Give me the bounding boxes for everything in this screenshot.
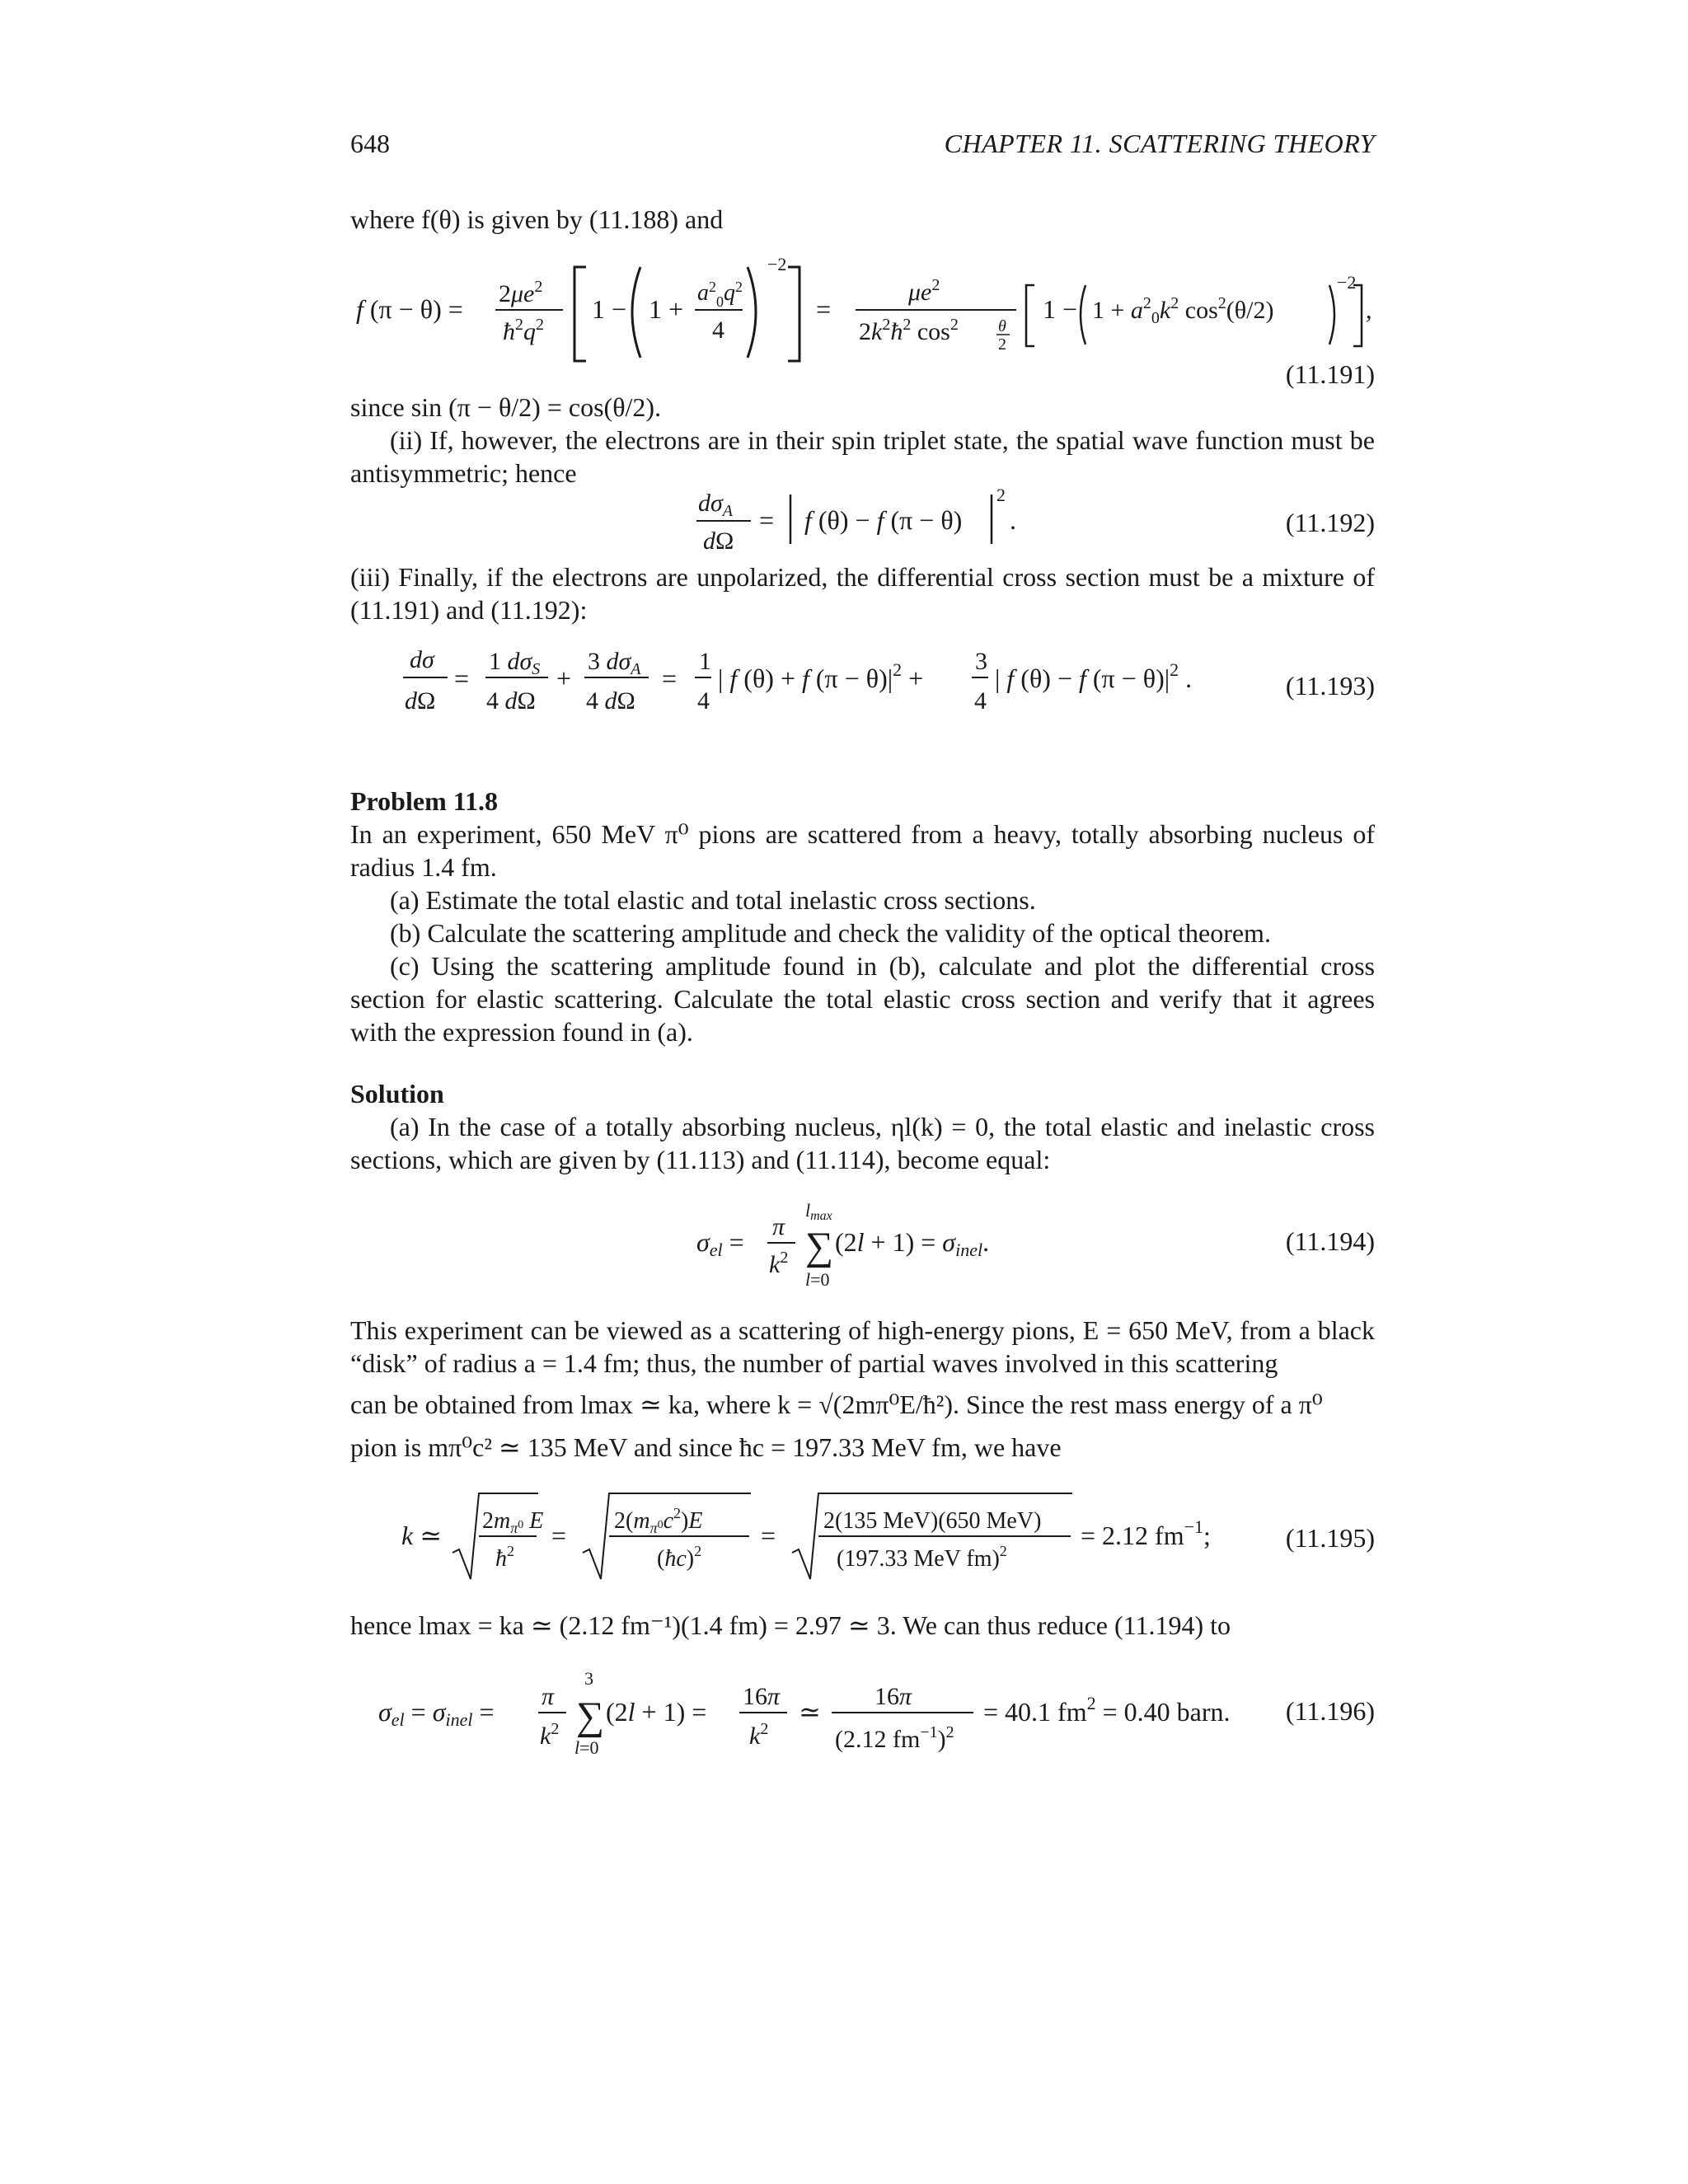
- svg-text:=: =: [454, 663, 470, 693]
- svg-text:(ħc)2: (ħc)$^2$: [657, 1543, 702, 1572]
- svg-text:=: =: [759, 505, 775, 535]
- svg-text:π: π: [772, 1213, 785, 1240]
- svg-text:1: 1: [699, 648, 711, 675]
- svg-text:−2: −2: [1337, 272, 1357, 293]
- experiment-para-line-1: This experiment can be viewed as a scattering of high-energy pions, E = 650 MeV, from a black “disk” of radius a = 1.4 fm; thus, the number of partial waves involved in this scattering: [350, 1315, 1375, 1378]
- svg-text:k2: $k^2$: [769, 1249, 789, 1278]
- svg-text:≃: ≃: [799, 1697, 821, 1727]
- svg-text:4: 4: [974, 687, 987, 715]
- svg-text:=: =: [761, 1521, 776, 1550]
- problem-part-a: (a) Estimate the total elastic and total inelastic cross sections.: [390, 885, 1036, 915]
- svg-text:4 dΩ: 4 dΩ: [486, 687, 536, 715]
- svg-text:2(135 MeV)(650 MeV): 2(135 MeV)(650 MeV): [823, 1508, 1042, 1534]
- svg-text:1 dσS: 1 $d\sigma_S$: [489, 648, 541, 678]
- svg-text:3 dσA: 3 $d\sigma_A$: [588, 648, 641, 678]
- experiment-para-line-3: pion is mπ⁰c² ≃ 135 MeV and since ħc = 197.33 MeV fm, we have: [350, 1432, 1062, 1462]
- svg-text:16π: 16π: [743, 1683, 781, 1710]
- svg-text:μe2: $\mu e^2$: [908, 276, 940, 306]
- svg-text:=: =: [816, 294, 832, 324]
- svg-text:lmax: lmax: [805, 1200, 832, 1223]
- svg-text:∑: ∑: [805, 1225, 834, 1268]
- svg-text:f (π − θ) =: f (π − θ) =: [356, 294, 463, 324]
- svg-text:dσ: dσ: [410, 646, 434, 673]
- text-triplet-para: (ii) If, however, the electrons are in their spin triplet state, the spatial wave function must be antisymmetric; hence: [350, 425, 1375, 488]
- running-head: [350, 127, 1375, 160]
- svg-text:∑: ∑: [576, 1694, 605, 1738]
- svg-text:dΩ: dΩ: [405, 687, 436, 715]
- equation-number: (11.195): [1285, 1523, 1375, 1553]
- svg-text:k2: $k^2$: [540, 1720, 560, 1750]
- svg-text:(2l + 1) =: (2l + 1) =: [606, 1697, 707, 1727]
- svg-text:=: =: [662, 663, 678, 693]
- svg-text:(197.33 MeV fm)2: (197.33 MeV fm)$^2$: [837, 1543, 1007, 1572]
- problem-heading: Problem 11.8: [350, 786, 498, 816]
- svg-text:=: =: [551, 1521, 567, 1550]
- page-number: 648: [350, 129, 390, 158]
- chapter-title: CHAPTER 11. SCATTERING THEORY: [944, 129, 1375, 158]
- svg-text:.: .: [1010, 505, 1016, 535]
- equation-number: (11.191): [1285, 359, 1375, 389]
- equation-number: (11.196): [1285, 1696, 1375, 1726]
- svg-text:= 40.1 fm2 = 0.40 barn.: = 40.1 $fm^2 = 0.40$ barn.: [983, 1693, 1231, 1727]
- svg-text:l=0: l=0: [805, 1269, 830, 1290]
- svg-text:(2l + 1) = σinel.: (2l + 1) = σinel.: [835, 1227, 990, 1260]
- svg-text:3: 3: [584, 1668, 593, 1689]
- text-where-line: where f(θ) is given by (11.188) and: [350, 204, 724, 234]
- svg-text:16π: 16π: [874, 1683, 912, 1710]
- svg-text:−2: −2: [767, 254, 787, 274]
- text-unpolarized-para: (iii) Finally, if the electrons are unpolarized, the differential cross section must be a mixture of (11.191) and (11.192):: [350, 562, 1375, 625]
- equation-11-194: [350, 1200, 1375, 1291]
- solution-part-a: (a) In the case of a totally absorbing nucleus, ηl(k) = 0, the total elastic and inelastic cross sections, which are given by (11.113) and (11.114), become equal:: [350, 1112, 1375, 1174]
- svg-text:4: 4: [697, 687, 710, 715]
- problem-part-b: (b) Calculate the scattering amplitude and check the validity of the optical theorem.: [390, 918, 1271, 948]
- svg-text:| f (θ) + f (π − θ)|2 +: | f (θ) + f $(\pi - \theta)|^2$ +: [718, 659, 924, 693]
- svg-text:k2: $k^2$: [749, 1720, 769, 1750]
- svg-text:(2.12 fm−1)2: (2.12 $fm^{-1})^2$: [835, 1723, 954, 1753]
- svg-text:4 dΩ: 4 dΩ: [586, 687, 635, 715]
- equation-11-196: [350, 1668, 1375, 1759]
- svg-text:2k2ħ2 cos2: $2k^2ħ^2$ $\cos^2$: [859, 316, 959, 345]
- svg-text:3: 3: [975, 648, 987, 675]
- svg-text:dσA: $d\sigma_A$: [698, 490, 734, 520]
- svg-text:f (θ) − f (π − θ): f (θ) − f (π − θ): [804, 505, 963, 535]
- svg-text:1 −: 1 −: [592, 294, 627, 324]
- svg-text:k ≃: k ≃: [401, 1521, 443, 1550]
- problem-part-c: (c) Using the scattering amplitude found in (b), calculate and plot the differential cross section for elastic scattering. Calculate the total elastic cross section and verify that it agrees with the expression found in (a).: [350, 951, 1375, 1047]
- svg-text:π: π: [542, 1683, 555, 1710]
- svg-text:1 +: 1 +: [649, 294, 684, 324]
- svg-text:ħ2: $ħ^2$: [495, 1543, 514, 1572]
- svg-text:+: +: [556, 663, 572, 693]
- svg-text:dΩ: dΩ: [703, 527, 734, 554]
- svg-text:ħ2q2: $ħ^2q^2$: [503, 316, 544, 345]
- svg-text:σel =: σel =: [696, 1227, 744, 1260]
- svg-text:a20q2: $a^2_0q^2$: [697, 279, 743, 310]
- svg-text:l=0: l=0: [574, 1737, 599, 1758]
- svg-text:2: 2: [998, 335, 1006, 354]
- equation-11-192: [350, 485, 1375, 554]
- equation-number: (11.192): [1285, 508, 1375, 537]
- svg-text:4: 4: [712, 316, 724, 344]
- svg-text:θ: θ: [998, 317, 1006, 335]
- equation-11-195: [350, 1487, 1375, 1586]
- svg-text:= 2.12 fm−1;: = 2.12 $fm^{-1}$;: [1081, 1516, 1211, 1550]
- solution-heading: Solution: [350, 1079, 444, 1108]
- equation-11-191: [350, 252, 1375, 392]
- equation-number: (11.194): [1285, 1226, 1375, 1256]
- svg-text:σel = σinel =: σel = σinel =: [378, 1697, 495, 1730]
- equation-number: (11.193): [1285, 671, 1375, 701]
- svg-text:2μe2: $2\mu e^2$: [499, 278, 543, 307]
- problem-intro: In an experiment, 650 MeV π⁰ pions are scattered from a heavy, totally absorbing nucleus of radius 1.4 fm.: [350, 819, 1375, 882]
- svg-text:2mπ0 E: $2m_\pi^0$ E: [482, 1508, 544, 1536]
- svg-text:1 + a20k2 cos2(θ/2): $1 + a^2_0k^2$ $\cos^2(\theta/2)$: [1092, 294, 1274, 327]
- equation-11-193: [350, 641, 1375, 720]
- svg-text:,: ,: [1366, 297, 1372, 324]
- text-since-line: since sin (π − θ/2) = cos(θ/2).: [350, 392, 662, 422]
- experiment-para-line-2: can be obtained from lmax ≃ ka, where k = √(2mπ⁰E/ħ²). Since the rest mass energy of a π⁰: [350, 1390, 1323, 1419]
- svg-text:| f (θ) − f (π − θ)|2 .: | f (θ) − f $(\pi - \theta)|^2$ .: [995, 659, 1193, 693]
- svg-text:2: 2: [996, 485, 1006, 505]
- text-hence-line: hence lmax = ka ≃ (2.12 fm⁻¹)(1.4 fm) = 2.97 ≃ 3. We can thus reduce (11.194) to: [350, 1610, 1231, 1640]
- svg-text:2(mπ0c2)E: $2(m_\pi^0c^2)E$: [614, 1505, 703, 1536]
- svg-text:1 −: 1 −: [1043, 294, 1078, 324]
